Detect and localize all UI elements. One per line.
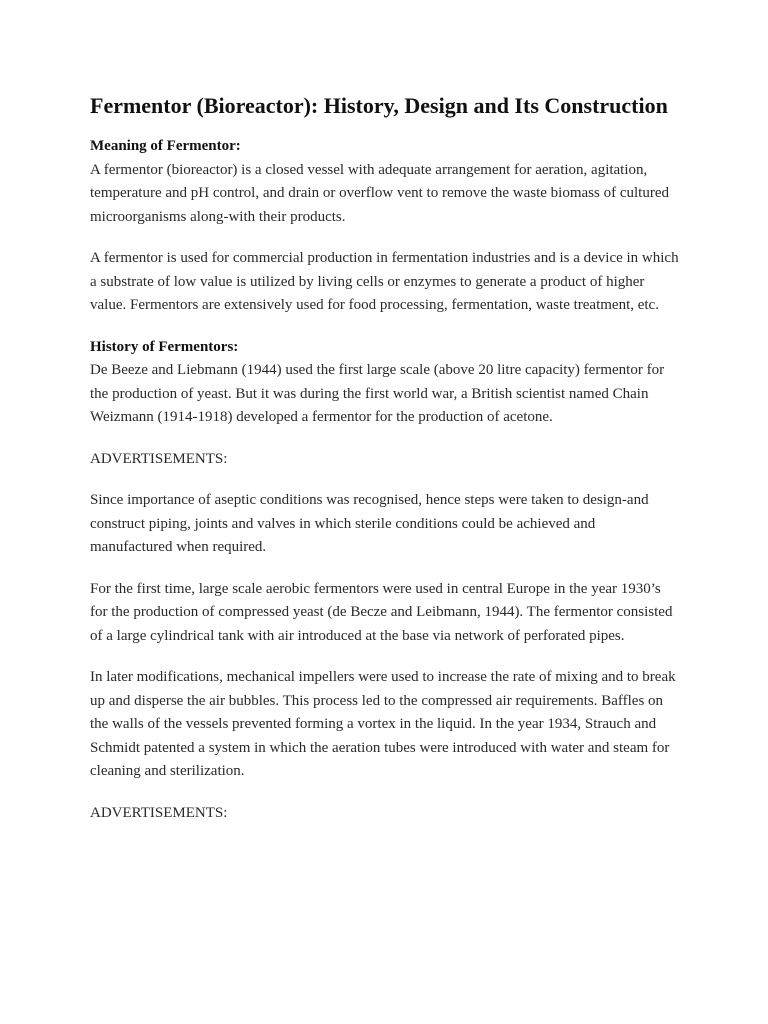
paragraph-history-1: De Beeze and Liebmann (1944) used the first large scale (above 20 litre capacity) fermentor for the production of yeast. But it was during the first world war, a British scientist named Chain Weizmann (1914-1918) developed a fermentor for the production of acetone. bbox=[90, 362, 665, 425]
paragraph-history-4: In later modifications, mechanical impellers were used to increase the rate of mixing and to break up and disperse the air bubbles. This process led to the compressed air requirements. Baffles on the walls of the vessels prevented forming a vortex in the liquid. In the year 1934, Strauch and Schmidt patented a system in which the aeration tubes were introduced with water and steam for cleaning and sterilization. bbox=[90, 669, 676, 779]
paragraph-meaning-2: A fermentor is used for commercial production in fermentation industries and is a device in which a substrate of low value is utilized by living cells or enzymes to generate a product of higher value. Fermentors are extensively used for food processing, fermentation, waste treatment, etc. bbox=[90, 250, 679, 313]
document-page bbox=[90, 92, 680, 843]
page-title: Fermentor (Bioreactor): History, Design and Its Construction bbox=[90, 93, 668, 118]
section-heading-history: History of Fermentors: bbox=[90, 338, 239, 355]
section-heading-meaning: Meaning of Fermentor: bbox=[90, 138, 241, 154]
paragraph-history-3: For the first time, large scale aerobic fermentors were used in central Europe in the year 1930’s for the production of compressed yeast (de Becze and Leibmann, 1944). The fermentor consisted of a large cylindrical tank with air introduced at the base via network of perforated pipes. bbox=[90, 580, 673, 644]
advertisement-label: ADVERTISEMENTS: bbox=[90, 804, 228, 821]
paragraph-history-2: Since importance of aseptic conditions was recognised, hence steps were taken to design-and construct piping, joints and valves in which sterile conditions could be achieved and manufactured when required. bbox=[90, 492, 649, 555]
paragraph-meaning-1: A fermentor (bioreactor) is a closed vessel with adequate arrangement for aeration, agitation, temperature and pH control, and drain or overflow vent to remove the waste biomass of cultured microorganisms along-with their products. bbox=[90, 161, 669, 225]
advertisement-label: ADVERTISEMENTS: bbox=[90, 450, 228, 467]
